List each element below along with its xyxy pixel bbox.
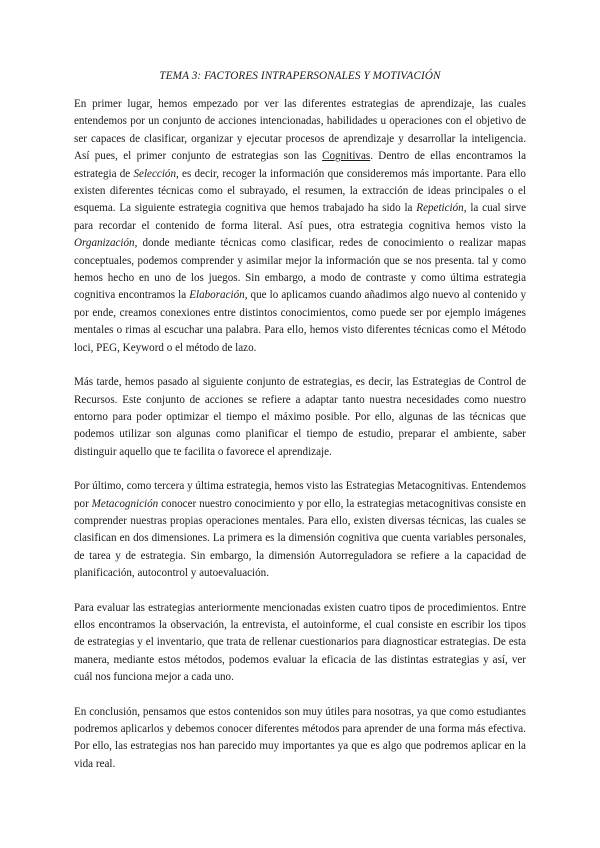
paragraph-evaluacion: Para evaluar las estrategias anteriormente mencionadas existen cuatro tipos de procedimientos. Entre ellos encontramos la observación, la entrevista, el autoinforme, el cual consiste en escribir los tipos de estrategias y el inventario, que trata de rellenar cuestionarios para diagnosticar estrategias. De esta manera, mediante estos métodos, podemos evaluar la eficacia de las distintas estrategias y así, ver cuál nos funciona mejor a cada uno. [74, 601, 526, 684]
paragraph-metacognitivas [74, 478, 526, 582]
paragraph-intro [74, 96, 526, 357]
term-repeticion: Repetición [416, 202, 464, 215]
term-elaboracion: Elaboración [189, 289, 245, 302]
p1-text-e: , donde mediante técnicas como clasificar, redes de conocimiento o realizar mapas conceptuales, podemos comprender y asimilar mejor la información que se nos presenta. tal y como hemos hecho en uno de los juegos. Sin embargo, a modo de contraste y como última estrategia cognitiva encontramos la [74, 237, 526, 302]
p1-text-b: . Dentro de ellas encontramos la estrategia de [74, 150, 527, 180]
term-seleccion: Selección [133, 167, 177, 180]
p3-text-b: conocer nuestro conocimiento y por ello, la estrategias metacognitivas consiste en comprender nuestras propias operaciones mentales. Para ello, existen diversas técnicas, las cuales se clasifican en dos dimensiones. La primera es la dimensión cognitiva que cuenta variables personales, de tarea y de estrategia. Sin embargo, la dimensión Autorreguladora se refiere a la capacidad de planificación, autocontrol y autoevaluación. [74, 497, 526, 580]
document-title: TEMA 3: FACTORES INTRAPERSONALES Y MOTIVACIÓN [159, 70, 441, 82]
p3-text-a: Por último, como tercera y última estrategia, hemos visto las Estrategias Metacognitivas. Entendemos por [74, 480, 526, 510]
p1-text-a: En primer lugar, hemos empezado por ver las diferentes estrategias de aprendizaje, las cuales entendemos por un conjunto de acciones intencionadas, habilidades u operaciones con el objetivo de ser capaces de clasificar, organizar y ejecutar procesos de aprendizaje y desarrollar la inteligencia. Así pues, el primer conjunto de estrategias son las [74, 98, 526, 163]
term-metacognicion: Metacognición [91, 497, 159, 510]
term-cognitivas: Cognitivas [322, 150, 371, 163]
p1-text-d: , la cual sirve para recordar el contenido de forma literal. Así pues, otra estrategia cognitiva hemos visto la [74, 202, 526, 232]
p1-text-f: , que lo aplicamos cuando añadimos algo nuevo al contenido y por ende, creamos conexiones entre distintos conocimientos, como puede ser por ejemplo imágenes mentales o rimas al escuchar una palabra. Para ello, hemos visto diferentes técnicas como el Método loci, PEG, Keyword o el método de lazo. [74, 289, 526, 354]
p1-text-c: , es decir, recoger la información que consideremos más importante. Para ello existen diferentes técnicas como el subrayado, el resumen, la extracción de ideas principales o el esquema. La siguiente estrategia cognitiva que hemos trabajado ha sido la [74, 167, 526, 215]
paragraph-conclusion: En conclusión, pensamos que estos contenidos son muy útiles para nosotras, ya que como estudiantes podremos aplicarlos y debemos conocer diferentes métodos para aprender de una forma más efectiva. Por ello, las estrategias nos han parecido muy importantes ya que es algo que podremos aplicar en la vida real. [74, 705, 526, 770]
paragraph-control-recursos: Más tarde, hemos pasado al siguiente conjunto de estrategias, es decir, las Estrategias de Control de Recursos. Este conjunto de acciones se refiere a adaptar tanto nuestra necesidades como nuestro entorno para poder optimizar el tiempo el máximo posible. Por ello, algunas de las técnicas que podemos utilizar son algunas como planificar el tiempo de estudio, preparar el ambiente, saber distinguir aquello que te facilita o favorece el aprendizaje. [74, 376, 526, 458]
term-organizacion: Organización [74, 237, 135, 250]
